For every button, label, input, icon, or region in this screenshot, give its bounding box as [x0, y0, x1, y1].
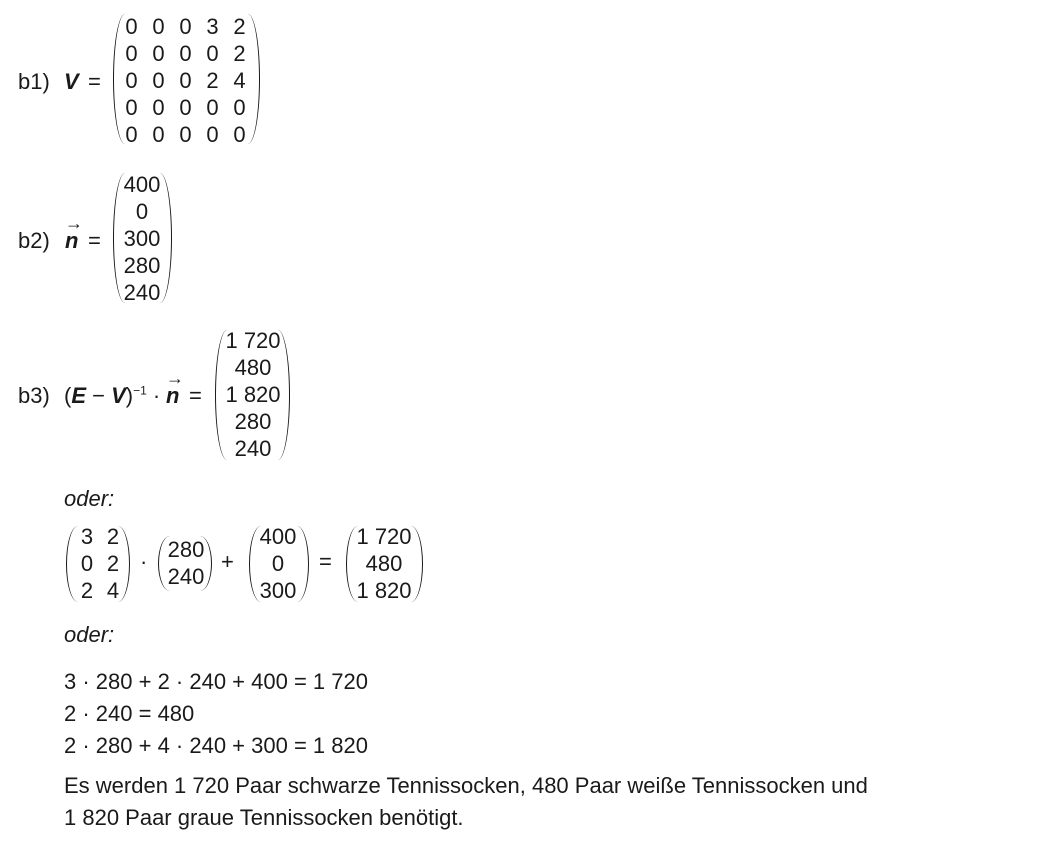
b3-variable-v: V — [111, 383, 126, 408]
b3-variable-e: E — [71, 383, 87, 408]
matrix-cell: 0 — [233, 95, 246, 120]
b2-label: b2) — [18, 228, 50, 253]
matrix-cell: 0 — [125, 14, 138, 39]
b3-close-paren: ) — [125, 383, 134, 408]
matrix-cell: 0 — [233, 122, 246, 147]
matrix-cell: 2 — [106, 524, 120, 549]
b1-right-paren — [248, 14, 260, 144]
vector-cell: 1 720 — [356, 524, 412, 549]
alt-equals: = — [319, 549, 332, 574]
matrix-cell: 0 — [206, 41, 219, 66]
matrix-cell: 0 — [125, 95, 138, 120]
vector-cell: 300 — [259, 578, 297, 603]
matrix-cell: 0 — [152, 41, 165, 66]
alt-add-vector — [254, 523, 302, 604]
b1-label: b1) — [18, 69, 50, 94]
b3-dot: · — [146, 383, 161, 408]
matrix-cell: 0 — [152, 68, 165, 93]
vector-cell: 480 — [234, 355, 272, 380]
matrix-cell: 0 — [206, 95, 219, 120]
vector-cell: 400 — [123, 172, 161, 197]
b3-minus: − — [86, 383, 112, 408]
matrix-cell: 0 — [152, 14, 165, 39]
alt-dot: · — [140, 549, 148, 574]
matrix-cell: 3 — [80, 524, 94, 549]
matrix-cell: 4 — [233, 68, 246, 93]
vector-cell: 280 — [234, 409, 272, 434]
alt-result-right-paren — [411, 526, 423, 602]
b2-variable-n: n — [65, 228, 79, 253]
calc-line-2: 2 · 240 = 480 — [64, 701, 195, 726]
calc-line-1: 3 · 280 + 2 · 240 + 400 = 1 720 — [64, 669, 368, 694]
matrix-cell: 2 — [233, 14, 246, 39]
vector-cell: 1 820 — [356, 578, 412, 603]
vector-cell: 240 — [123, 280, 161, 305]
vector-cell: 0 — [271, 551, 285, 576]
alt-matrix-right-paren — [118, 526, 130, 602]
matrix-cell: 3 — [206, 14, 219, 39]
vector-cell: 1 820 — [225, 382, 281, 407]
matrix-cell: 4 — [106, 578, 120, 603]
b3-result-vector — [221, 327, 285, 462]
conclusion-line-2: 1 820 Paar graue Tennissocken benötigt. — [64, 805, 464, 830]
matrix-cell: 0 — [125, 68, 138, 93]
b3-equals: = — [189, 383, 202, 408]
matrix-cell: 2 — [206, 68, 219, 93]
matrix-cell: 0 — [125, 41, 138, 66]
matrix-cell: 2 — [233, 41, 246, 66]
vector-cell: 400 — [259, 524, 297, 549]
b2-equals: = — [88, 228, 101, 253]
vector-cell: 240 — [167, 564, 205, 589]
matrix-cell: 0 — [152, 95, 165, 120]
b3-expression — [64, 383, 160, 409]
b1-matrix-v — [118, 13, 253, 148]
alt-result-vector — [352, 523, 416, 604]
matrix-cell: 2 — [80, 578, 94, 603]
vector-cell: 300 — [123, 226, 161, 251]
b3-variable-n: n — [166, 383, 180, 408]
b1-variable-v: V — [64, 69, 79, 94]
oder-label-2: oder: — [64, 622, 115, 647]
b3-exponent: −1 — [133, 383, 147, 398]
b1-equals: = — [88, 69, 101, 94]
matrix-cell: 0 — [179, 41, 192, 66]
b2-vector-arrow-icon: → — [65, 213, 83, 233]
vector-cell: 1 720 — [225, 328, 281, 353]
b3-right-paren — [278, 330, 290, 460]
vector-cell: 240 — [234, 436, 272, 461]
matrix-cell: 0 — [179, 122, 192, 147]
matrix-cell: 0 — [179, 68, 192, 93]
oder-label-1: oder: — [64, 486, 115, 511]
b3-vector-arrow-icon: → — [166, 368, 184, 388]
b3-open-paren: ( — [64, 383, 72, 408]
matrix-cell: 2 — [106, 551, 120, 576]
alt-plus: + — [221, 549, 234, 574]
alt-add-right-paren — [297, 526, 309, 602]
vector-cell: 480 — [365, 551, 403, 576]
matrix-cell: 0 — [80, 551, 94, 576]
vector-cell: 280 — [123, 253, 161, 278]
b2-right-paren — [160, 173, 172, 303]
vector-cell: 0 — [135, 199, 149, 224]
calc-line-3: 2 · 280 + 4 · 240 + 300 = 1 820 — [64, 733, 368, 758]
conclusion-line-1: Es werden 1 720 Paar schwarze Tennissocken, 480 Paar weiße Tennissocken und — [64, 773, 868, 798]
matrix-cell: 0 — [206, 122, 219, 147]
matrix-cell: 0 — [179, 95, 192, 120]
alt-vec-right-paren — [200, 536, 212, 591]
b2-vector-n — [118, 171, 166, 306]
matrix-cell: 0 — [152, 122, 165, 147]
matrix-cell: 0 — [125, 122, 138, 147]
vector-cell: 280 — [167, 537, 205, 562]
matrix-cell: 0 — [179, 14, 192, 39]
b3-label: b3) — [18, 383, 50, 408]
